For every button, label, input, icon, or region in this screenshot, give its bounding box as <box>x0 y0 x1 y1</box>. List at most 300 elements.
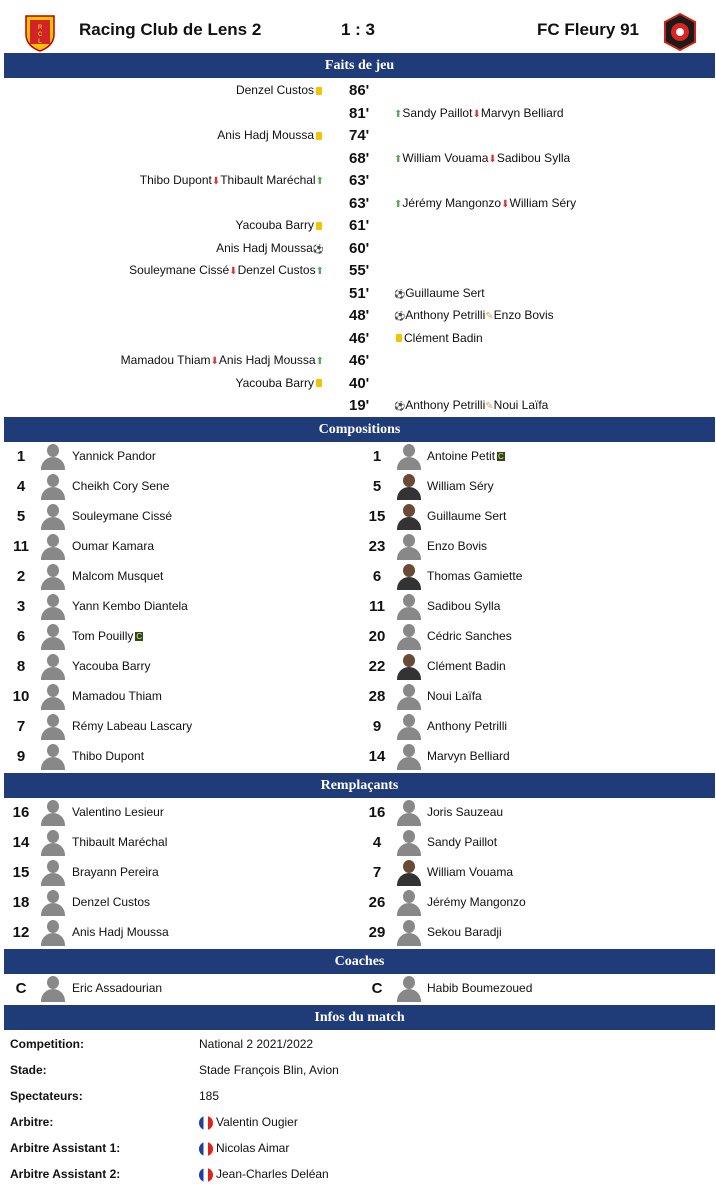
player-row <box>0 592 360 622</box>
player-row <box>356 918 716 948</box>
player-row <box>356 562 716 592</box>
avatar <box>396 624 422 650</box>
event-row <box>0 192 716 214</box>
player-name[interactable]: Jérémy Mangonzo <box>427 895 526 909</box>
event-row <box>0 124 716 146</box>
shirt-number: 11 <box>13 538 29 555</box>
event-minute: 40' <box>349 374 370 392</box>
ball-icon: ⚽ <box>394 288 406 299</box>
avatar <box>40 830 66 856</box>
avatar-body <box>397 813 421 826</box>
boot-icon: ✎ <box>485 401 494 412</box>
player-name[interactable]: Noui Laïfa <box>427 689 482 703</box>
player-link[interactable]: Souleymane Cissé <box>129 263 230 277</box>
avatar-head <box>403 654 415 667</box>
avatar <box>40 504 66 530</box>
player-name[interactable]: Thibo Dupont <box>72 749 145 763</box>
svg-text:L: L <box>38 39 42 45</box>
player-row <box>356 858 716 888</box>
player-row <box>356 472 716 502</box>
shirt-number: 29 <box>368 924 386 941</box>
shirt-number: 14 <box>12 834 30 851</box>
player-name[interactable]: Malcom Musquet <box>72 569 164 583</box>
info-value[interactable] <box>199 1141 289 1156</box>
player-name[interactable]: Sadibou Sylla <box>427 599 501 613</box>
avatar-body <box>41 727 65 740</box>
event-row <box>0 237 716 259</box>
event-row <box>0 327 716 349</box>
event-detail <box>217 128 324 142</box>
player-row <box>0 888 360 918</box>
shirt-number: 3 <box>16 598 26 615</box>
event-detail <box>394 151 570 165</box>
avatar-head <box>403 800 415 813</box>
shirt-number: 6 <box>16 628 26 645</box>
player-name[interactable]: Joris Sauzeau <box>427 805 504 819</box>
section-lineups-header: Compositions <box>4 417 715 442</box>
player-link[interactable]: Clément Badin <box>404 330 483 345</box>
info-row <box>0 1161 716 1187</box>
avatar-head <box>47 564 59 577</box>
avatar <box>396 890 422 916</box>
avatar-head <box>47 920 59 933</box>
ball-icon: ⚽ <box>394 401 406 411</box>
event-detail <box>236 218 325 232</box>
player-link[interactable]: Denzel Custos <box>237 263 316 277</box>
france-flag-icon <box>199 1168 213 1182</box>
captain-badge-icon: C <box>136 632 143 642</box>
arrow-up-icon: ⬆ <box>394 198 403 210</box>
shirt-number: 16 <box>368 804 386 821</box>
event-minute: 46' <box>349 352 370 369</box>
avatar-head <box>47 890 59 903</box>
event-row <box>0 304 716 326</box>
player-row <box>0 918 360 948</box>
shirt-number: 1 <box>372 448 382 465</box>
captain-badge-icon: C <box>498 452 504 462</box>
player-link[interactable]: Anthony Petrilli <box>405 398 486 412</box>
player-row <box>356 798 716 828</box>
avatar-head <box>403 534 415 547</box>
player-name[interactable]: Thibault Maréchal <box>72 835 168 849</box>
event-minute: 48' <box>349 307 370 324</box>
event-minute: 46' <box>349 329 370 347</box>
avatar <box>396 860 422 886</box>
avatar-body <box>397 757 421 770</box>
player-row <box>0 562 360 592</box>
player-name[interactable]: Tom Pouilly C <box>72 629 143 643</box>
event-minute: 61' <box>349 217 370 234</box>
coach-label-away: C <box>371 980 383 997</box>
section-info-header: Infos du match <box>4 1005 715 1030</box>
event-detail <box>216 241 324 255</box>
avatar-body <box>41 813 65 826</box>
avatar-body <box>397 487 421 500</box>
avatar-body <box>397 607 421 620</box>
shirt-number: 20 <box>368 628 386 645</box>
avatar-body <box>41 607 65 620</box>
info-value <box>199 1089 219 1103</box>
avatar-head <box>403 714 415 727</box>
player-row <box>356 592 716 622</box>
fc-fleury-crest-icon[interactable] <box>662 12 698 52</box>
shirt-number: 8 <box>16 658 26 675</box>
player-name[interactable]: Rémy Labeau Lascary <box>72 719 193 733</box>
player-row <box>0 472 360 502</box>
avatar <box>40 624 66 650</box>
player-link[interactable]: William Séry <box>509 195 577 210</box>
avatar-body <box>397 843 421 856</box>
info-value[interactable] <box>199 1115 298 1130</box>
info-value-text: 185 <box>199 1089 220 1103</box>
shirt-number: 14 <box>368 748 386 765</box>
player-name[interactable]: Cédric Sanches <box>427 629 512 643</box>
avatar-head <box>47 744 59 757</box>
event-row <box>0 282 716 304</box>
match-header <box>0 0 716 52</box>
avatar-head <box>47 800 59 813</box>
info-label: Spectateurs: <box>10 1089 83 1103</box>
player-name[interactable]: Valentino Lesieur <box>72 805 164 819</box>
event-minute: 86' <box>349 82 370 99</box>
player-name[interactable]: William Vouama <box>427 865 514 879</box>
avatar-head <box>403 830 415 843</box>
shirt-number: 22 <box>368 658 386 675</box>
player-row <box>356 532 716 562</box>
player-name[interactable]: Yacouba Barry <box>72 659 151 673</box>
avatar-head <box>47 474 59 487</box>
player-link[interactable]: Denzel Custos <box>235 83 314 97</box>
player-row <box>0 502 360 532</box>
away-team-name[interactable]: FC Fleury 91 <box>536 20 639 39</box>
avatar <box>40 860 66 886</box>
info-row <box>0 1083 716 1109</box>
away-coach-name[interactable]: Habib Boumezoued <box>427 981 533 995</box>
shirt-number: 9 <box>372 718 382 735</box>
avatar <box>396 474 422 500</box>
event-row <box>0 214 716 236</box>
player-row <box>0 442 360 472</box>
player-name[interactable]: Sandy Paillot <box>427 835 498 849</box>
info-value-text: National 2 2021/2022 <box>199 1037 314 1051</box>
info-row <box>0 1031 716 1057</box>
shirt-number: 7 <box>372 864 382 881</box>
avatar-body <box>41 457 65 470</box>
info-row <box>0 1057 716 1083</box>
arrow-down-icon: ⬇ <box>229 266 238 277</box>
player-row <box>0 742 360 772</box>
player-name[interactable]: Sekou Baradji <box>427 925 502 939</box>
avatar-head <box>403 744 415 757</box>
avatar-head <box>47 594 59 607</box>
shirt-number: 28 <box>368 688 386 705</box>
player-link[interactable]: Anis Hadj Moussa <box>218 353 316 367</box>
avatar <box>40 654 66 680</box>
player-link[interactable]: Guillaume Sert <box>405 285 485 300</box>
player-name[interactable]: Marvyn Belliard <box>427 749 510 763</box>
player-row <box>0 652 360 682</box>
info-value <box>199 1063 339 1077</box>
avatar-head <box>403 474 415 487</box>
player-link[interactable]: Mamadou Thiam <box>120 353 211 367</box>
yellow-card-icon <box>316 132 322 140</box>
event-row <box>0 394 716 416</box>
player-link[interactable]: Yacouba Barry <box>235 218 314 232</box>
event-detail <box>129 263 324 277</box>
info-label: Stade: <box>10 1063 47 1077</box>
event-minute: 63' <box>349 172 370 189</box>
player-link[interactable]: Sandy Paillot <box>402 105 473 120</box>
avatar-body <box>397 727 421 740</box>
avatar <box>396 714 422 740</box>
avatar <box>396 744 422 770</box>
avatar-body <box>41 577 65 590</box>
yellow-card-icon <box>316 379 322 387</box>
avatar-head <box>403 684 415 697</box>
section-subs-header: Remplaçants <box>4 773 715 798</box>
shirt-number: 12 <box>12 924 30 941</box>
player-link[interactable]: Marvyn Belliard <box>480 105 564 120</box>
avatar <box>40 594 66 620</box>
avatar-body <box>397 873 421 886</box>
player-row <box>356 682 716 712</box>
player-name[interactable]: Yannick Pandor <box>72 449 156 463</box>
section-events-header: Faits de jeu <box>4 53 715 78</box>
shirt-number: 5 <box>372 478 382 495</box>
avatar-body <box>41 697 65 710</box>
avatar <box>40 890 66 916</box>
avatar <box>396 594 422 620</box>
player-name[interactable]: William Séry <box>427 479 494 493</box>
avatar <box>396 976 422 1002</box>
player-name[interactable]: Anis Hadj Moussa <box>72 925 169 939</box>
avatar-head <box>47 624 59 637</box>
player-link[interactable]: Anis Hadj Moussa <box>217 128 314 142</box>
player-name[interactable]: Anthony Petrilli <box>427 719 508 733</box>
event-detail <box>394 286 485 300</box>
event-minute: 19' <box>349 397 370 414</box>
avatar <box>396 534 422 560</box>
shirt-number: 16 <box>12 804 30 821</box>
player-link[interactable]: Jérémy Mangonzo <box>402 195 502 210</box>
avatar-body <box>41 637 65 650</box>
shirt-number: 4 <box>16 478 26 495</box>
yellow-card-icon <box>316 87 322 95</box>
avatar-body <box>397 517 421 530</box>
avatar-body <box>397 637 421 650</box>
shirt-number: 6 <box>372 568 382 585</box>
player-row <box>0 828 360 858</box>
arrow-down-icon: ⬇ <box>488 153 497 165</box>
avatar-head <box>47 444 59 457</box>
player-row <box>0 682 360 712</box>
player-row <box>0 858 360 888</box>
avatar <box>40 976 66 1002</box>
info-value[interactable] <box>199 1167 329 1182</box>
avatar-body <box>397 577 421 590</box>
avatar-body <box>397 457 421 470</box>
shirt-number: 18 <box>12 894 30 911</box>
player-name[interactable]: Denzel Custos <box>72 895 151 909</box>
player-row <box>0 712 360 742</box>
avatar-body <box>41 757 65 770</box>
avatar-head <box>403 564 415 577</box>
shirt-number: 9 <box>16 748 26 765</box>
avatar-head <box>47 684 59 697</box>
avatar-head <box>47 714 59 727</box>
player-name[interactable]: Guillaume Sert <box>427 509 507 523</box>
event-detail <box>121 353 324 367</box>
info-label: Arbitre: <box>10 1115 54 1129</box>
player-row <box>0 622 360 652</box>
avatar <box>40 444 66 470</box>
avatar <box>40 714 66 740</box>
shirt-number: 2 <box>16 568 26 585</box>
avatar-body <box>41 843 65 856</box>
shirt-number: 7 <box>16 718 26 735</box>
player-link[interactable]: Enzo Bovis <box>493 308 554 322</box>
player-link[interactable]: Noui Laïfa <box>493 398 549 412</box>
player-row <box>356 652 716 682</box>
boot-icon: ✎ <box>485 311 494 322</box>
player-name[interactable]: Mamadou Thiam <box>72 689 162 703</box>
info-value-text: Valentin Ougier <box>216 1115 298 1129</box>
event-detail <box>394 308 554 322</box>
player-name[interactable]: Brayann Pereira <box>72 865 159 879</box>
event-minute: 68' <box>349 149 370 167</box>
player-name[interactable]: Cheikh Cory Sene <box>72 479 170 493</box>
arrow-up-icon: ⬆ <box>394 153 403 165</box>
avatar-body <box>41 487 65 500</box>
event-detail <box>394 398 548 412</box>
player-name[interactable]: Clément Badin <box>427 659 506 673</box>
avatar <box>396 920 422 946</box>
shirt-number: 11 <box>369 598 385 615</box>
avatar-head <box>47 504 59 517</box>
event-detail <box>394 331 483 345</box>
player-link[interactable]: Anthony Petrilli <box>405 308 486 322</box>
player-row <box>356 888 716 918</box>
avatar-head <box>403 444 415 457</box>
arrow-down-icon: ⬇ <box>211 176 221 187</box>
player-row <box>356 828 716 858</box>
event-minute: 60' <box>349 239 370 257</box>
avatar-body <box>397 667 421 680</box>
avatar-head <box>403 890 415 903</box>
info-label: Arbitre Assistant 2: <box>10 1167 121 1181</box>
event-detail <box>394 106 564 120</box>
avatar <box>396 800 422 826</box>
player-link[interactable]: Yacouba Barry <box>235 375 314 390</box>
avatar <box>40 534 66 560</box>
avatar-head <box>47 654 59 667</box>
player-row <box>356 742 716 772</box>
avatar-head <box>403 920 415 933</box>
player-row <box>356 712 716 742</box>
coach-label-home: C <box>15 980 27 997</box>
section-coaches-header: Coaches <box>4 949 715 974</box>
event-row <box>0 259 716 281</box>
avatar <box>396 444 422 470</box>
player-name[interactable]: Oumar Kamara <box>72 539 155 553</box>
avatar <box>40 564 66 590</box>
event-row <box>0 102 716 124</box>
event-minute: 63' <box>349 194 370 212</box>
player-link[interactable]: Thibo Dupont <box>139 173 212 187</box>
svg-text:C: C <box>37 32 43 38</box>
avatar-head <box>47 860 59 873</box>
event-minute: 74' <box>349 127 370 144</box>
avatar <box>396 830 422 856</box>
avatar-body <box>397 547 421 560</box>
info-value-text: Stade François Blin, Avion <box>199 1063 339 1077</box>
avatar-body <box>41 933 65 946</box>
player-name[interactable]: Yann Kembo Diantela <box>72 599 188 613</box>
info-row <box>0 1135 716 1161</box>
player-name[interactable]: Antoine Petit C <box>427 449 504 463</box>
event-row <box>0 349 716 371</box>
avatar-body <box>397 933 421 946</box>
shirt-number: 4 <box>372 834 382 851</box>
event-minute: 81' <box>349 104 370 122</box>
info-value <box>199 1037 313 1051</box>
avatar <box>396 654 422 680</box>
avatar <box>40 684 66 710</box>
coaches-row <box>0 974 716 1004</box>
player-link[interactable]: Thibault Maréchal <box>220 173 316 187</box>
avatar <box>40 800 66 826</box>
event-detail <box>140 173 324 187</box>
france-flag-icon <box>199 1142 213 1156</box>
info-value-text: Nicolas Aimar <box>216 1141 290 1155</box>
arrow-up-icon: ⬆ <box>315 266 324 277</box>
event-row <box>0 79 716 101</box>
event-row <box>0 147 716 169</box>
avatar-body <box>41 873 65 886</box>
avatar-head <box>47 534 59 547</box>
avatar-body <box>41 547 65 560</box>
player-link[interactable]: Sadibou Sylla <box>496 150 571 165</box>
info-row <box>0 1109 716 1135</box>
avatar-head <box>403 860 415 873</box>
info-label: Arbitre Assistant 1: <box>10 1141 121 1155</box>
avatar <box>40 474 66 500</box>
player-name[interactable]: Enzo Bovis <box>427 539 488 553</box>
avatar-head <box>47 830 59 843</box>
shirt-number: 26 <box>368 894 386 911</box>
home-team-name[interactable]: Racing Club de Lens 2 <box>79 20 262 39</box>
player-row <box>356 442 716 472</box>
home-coach-name[interactable]: Eric Assadourian <box>72 981 163 995</box>
player-link[interactable]: Anis Hadj Moussa <box>216 240 313 255</box>
player-link[interactable]: William Vouama <box>402 150 489 165</box>
crest-letter-r: R <box>37 25 43 31</box>
player-name[interactable]: Souleymane Cissé <box>72 509 173 523</box>
avatar-head <box>403 594 415 607</box>
arrow-down-icon: ⬇ <box>472 108 481 120</box>
avatar-body <box>41 903 65 916</box>
avatar <box>396 504 422 530</box>
event-detail <box>236 83 324 97</box>
player-name[interactable]: Thomas Gamiette <box>427 569 523 583</box>
avatar <box>396 564 422 590</box>
info-label: Competition: <box>10 1037 84 1051</box>
avatar <box>396 684 422 710</box>
avatar-head <box>403 624 415 637</box>
event-detail <box>394 196 576 210</box>
player-row <box>0 798 360 828</box>
avatar-body <box>397 903 421 916</box>
